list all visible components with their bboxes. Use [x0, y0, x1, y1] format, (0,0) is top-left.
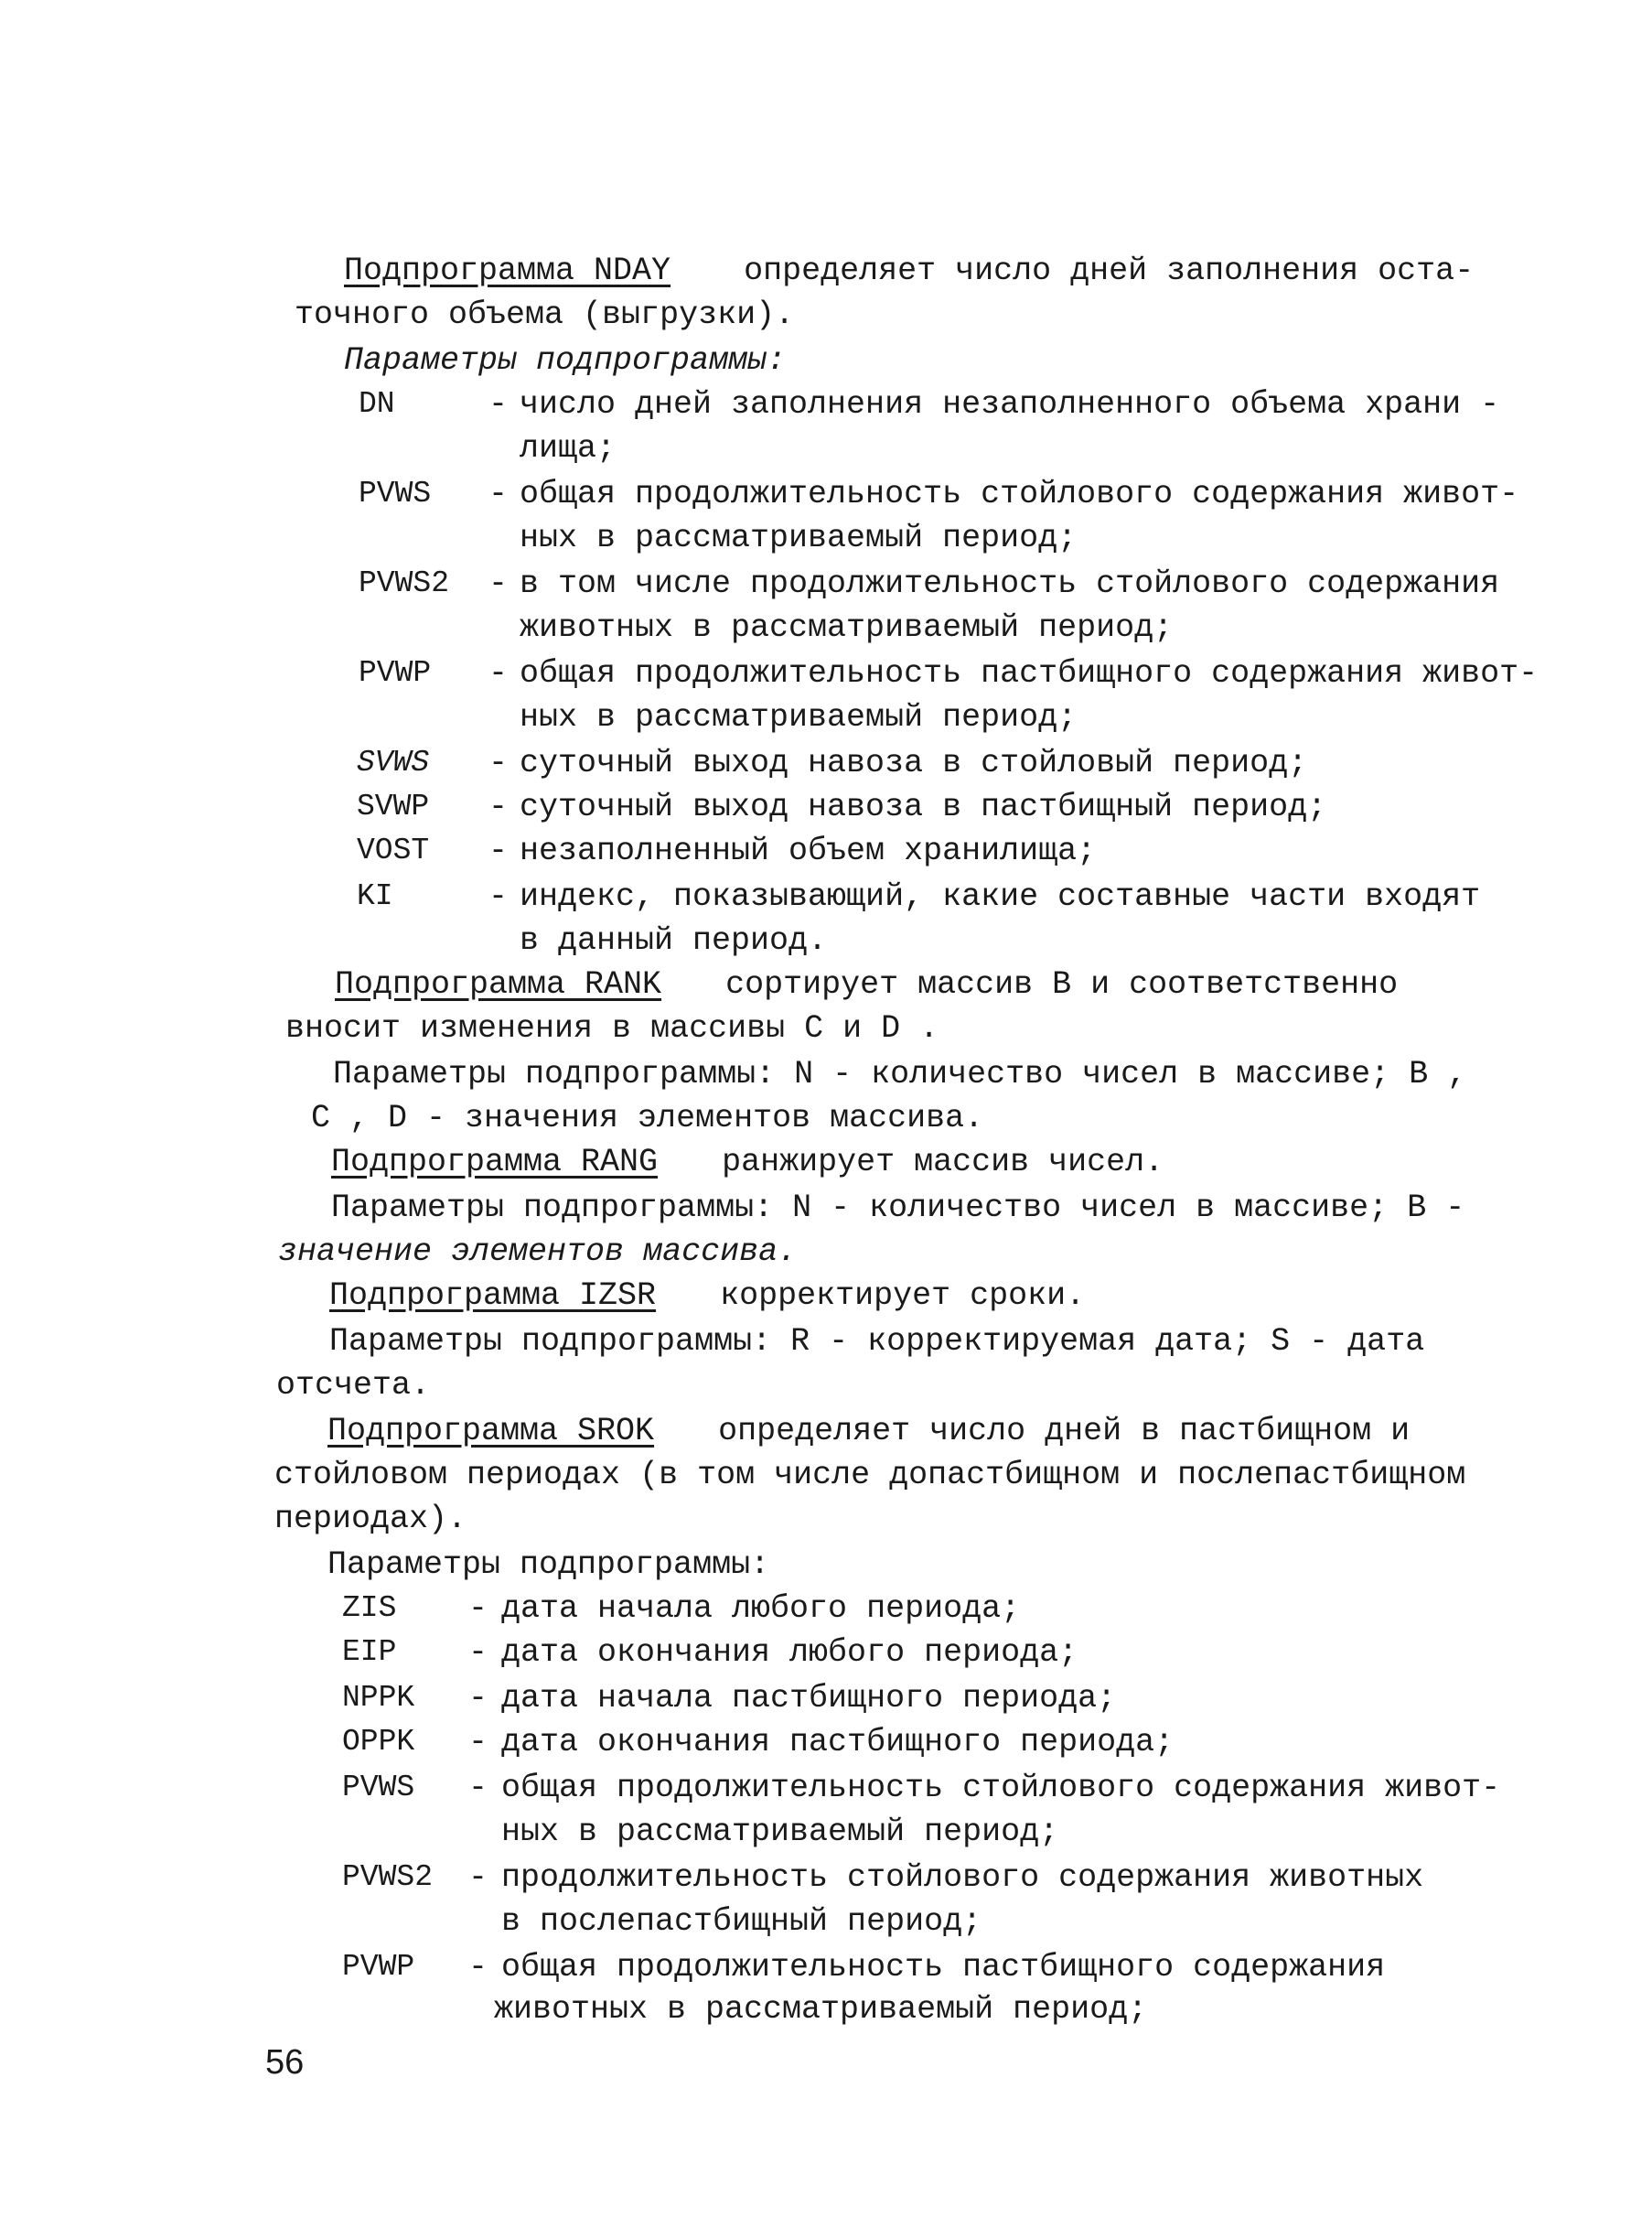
- nday-intro-line-1: [344, 253, 1474, 289]
- param-code-svwp: SVWP: [357, 790, 430, 823]
- param-desc: число дней заполнения незаполненного объема храни -: [520, 386, 1500, 423]
- rang-intro-line-1: [331, 1144, 1164, 1180]
- param-code-dn: DN: [359, 387, 395, 421]
- param-code-zis: ZIS: [342, 1591, 397, 1625]
- rank-desc-1: сортирует массив B и соответственно: [725, 966, 1399, 1003]
- rank-desc-2: вносит изменения в массивы C и D .: [285, 1010, 939, 1047]
- srok-desc-3: периодах).: [274, 1501, 467, 1537]
- param-code-pvwp: PVWP: [359, 656, 432, 690]
- param-dash: -: [488, 789, 509, 825]
- param-desc: ных в рассматриваемый период;: [501, 1814, 1059, 1850]
- param-dash: -: [468, 1680, 488, 1717]
- param-desc: в том числе продолжительность стойлового содержания: [520, 565, 1500, 602]
- srok-params-heading: Параметры подпрограммы:: [327, 1546, 770, 1583]
- nday-desc-2: точного объема (выгрузки).: [295, 296, 795, 333]
- srok-desc-2: стойловом периодах (в том числе допастбищном и послепастбищном: [274, 1457, 1466, 1493]
- rank-params-2: C , D - значения элементов массива.: [311, 1100, 984, 1136]
- rang-params-2: значение элементов массива.: [278, 1233, 798, 1270]
- param-desc: животных в рассматриваемый период;: [520, 609, 1174, 646]
- nday-params-heading: Параметры подпрограммы:: [344, 342, 787, 379]
- param-code-pvws: PVWS: [359, 477, 432, 511]
- param-desc: в данный период.: [520, 922, 828, 959]
- param-code-pvws: PVWS: [342, 1771, 415, 1804]
- param-dash: -: [488, 833, 509, 869]
- srok-label: Подпрограмма SROK: [327, 1413, 655, 1449]
- param-dash: -: [468, 1590, 488, 1627]
- param-dash: -: [488, 655, 509, 692]
- param-code-svws: SVWS: [357, 746, 430, 780]
- param-desc: суточный выход навоза в пастбищный период;: [520, 789, 1327, 825]
- param-dash: -: [488, 476, 509, 512]
- param-dash: -: [488, 878, 509, 915]
- izsr-params-1: Параметры подпрограммы: R - корректируемая дата; S - дата: [329, 1323, 1425, 1360]
- param-desc: дата начала любого периода;: [501, 1590, 1021, 1627]
- param-desc: общая продолжительность стойлового содержания живот-: [501, 1770, 1501, 1806]
- param-code-pvws2: PVWS2: [359, 566, 450, 600]
- nday-label: Подпрограмма NDAY: [344, 253, 671, 289]
- rang-label: Подпрограмма RANG: [331, 1144, 659, 1180]
- param-dash: -: [468, 1770, 488, 1806]
- param-desc: суточный выход навоза в стойловый период;: [520, 745, 1308, 781]
- param-dash: -: [468, 1634, 488, 1671]
- param-code-pvws2: PVWS2: [342, 1860, 434, 1894]
- izsr-label: Подпрограмма IZSR: [329, 1277, 657, 1314]
- param-desc: продолжительность стойлового содержания животных: [501, 1859, 1424, 1896]
- param-code-pvwp: PVWP: [342, 1950, 415, 1984]
- izsr-desc-1: корректирует сроки.: [720, 1277, 1086, 1314]
- param-desc: незаполненный объем хранилища;: [520, 833, 1097, 869]
- rang-params-1: Параметры подпрограммы: N - количество чисел в массиве; B -: [331, 1189, 1465, 1226]
- nday-desc-1: определяет число дней заполнения оста-: [744, 253, 1475, 289]
- rank-params-1: Параметры подпрограммы: N - количество чисел в массиве; B ,: [333, 1056, 1467, 1093]
- param-dash: -: [468, 1949, 488, 1986]
- param-desc: ных в рассматриваемый период;: [520, 520, 1078, 556]
- param-desc: общая продолжительность пастбищного содержания: [501, 1949, 1386, 1986]
- page-number: 56: [265, 2043, 305, 2082]
- srok-intro-line-1: [327, 1413, 1410, 1449]
- param-desc: лища;: [520, 430, 617, 467]
- param-desc: общая продолжительность стойлового содержания живот-: [520, 476, 1519, 512]
- param-desc: общая продолжительность пастбищного содержания живот-: [520, 655, 1539, 692]
- param-desc: индекс, показывающий, какие составные части входят: [520, 878, 1481, 915]
- param-code-oppk: OPPK: [342, 1725, 415, 1759]
- param-code-ki: KI: [357, 879, 393, 913]
- param-dash: -: [488, 745, 509, 781]
- param-desc: животных в рассматриваемый период;: [494, 1991, 1148, 2028]
- param-code-vost: VOST: [357, 834, 430, 867]
- rank-label: Подпрограмма RANK: [335, 966, 662, 1003]
- izsr-params-2: отсчета.: [276, 1367, 431, 1404]
- param-dash: -: [488, 386, 509, 423]
- param-desc: ных в рассматриваемый период;: [520, 699, 1078, 736]
- param-dash: -: [468, 1724, 488, 1760]
- rang-desc-1: ранжирует массив чисел.: [722, 1144, 1164, 1180]
- param-desc: дата начала пастбищного периода;: [501, 1680, 1117, 1717]
- rank-intro-line-1: [335, 966, 1398, 1003]
- param-code-eip: EIP: [342, 1635, 397, 1669]
- param-dash: -: [488, 565, 509, 602]
- param-desc: дата окончания любого периода;: [501, 1634, 1078, 1671]
- param-desc: дата окончания пастбищного периода;: [501, 1724, 1175, 1760]
- param-dash: -: [468, 1859, 488, 1896]
- param-desc: в послепастбищный период;: [501, 1903, 982, 1940]
- param-code-nppk: NPPK: [342, 1681, 415, 1715]
- srok-desc-1: определяет число дней в пастбищном и: [718, 1413, 1411, 1449]
- izsr-intro-line-1: [329, 1277, 1085, 1314]
